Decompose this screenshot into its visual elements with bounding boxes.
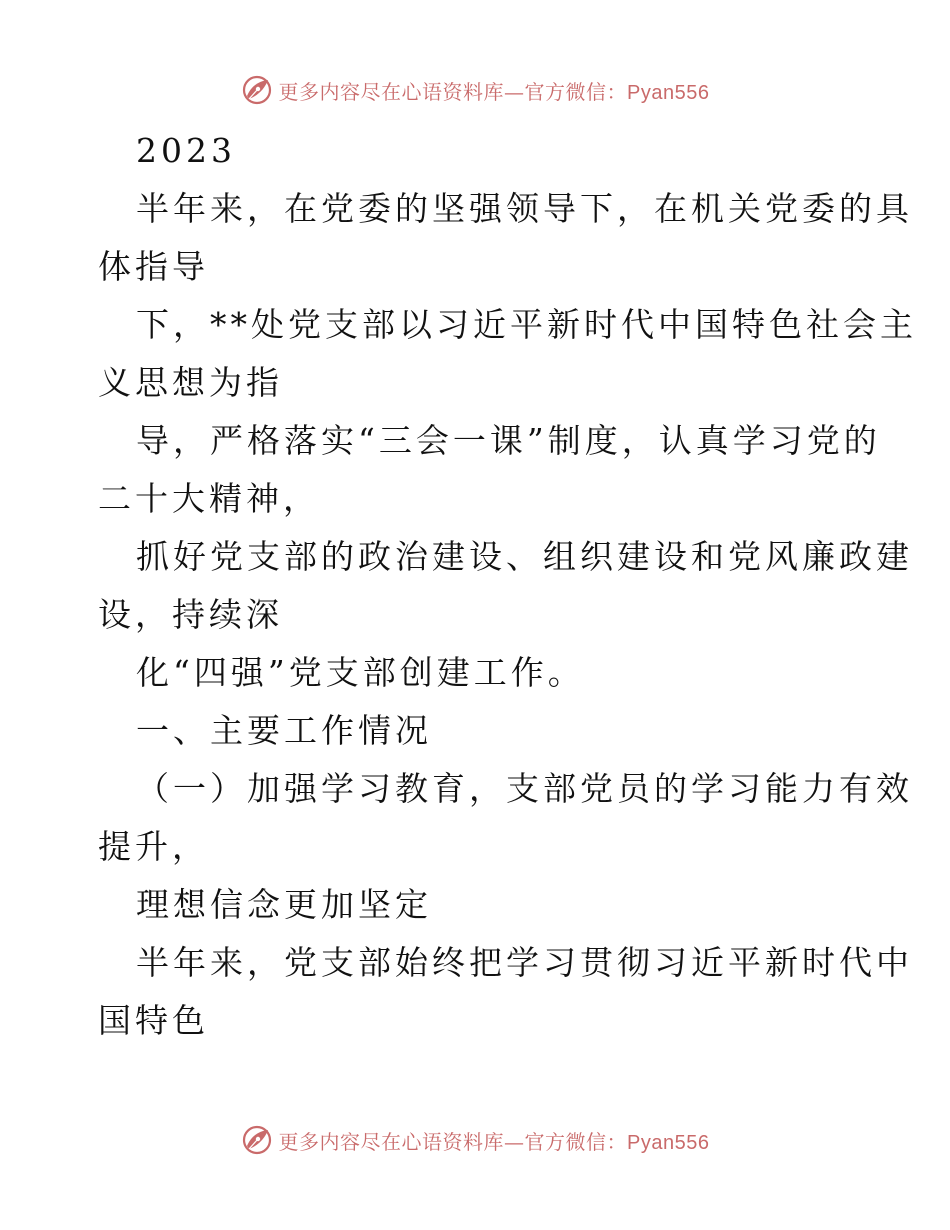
header-watermark — [0, 68, 950, 112]
text-line: 导，严格落实“三会一课”制度，认真学习党的 — [136, 421, 881, 460]
text-line: 一、主要工作情况 — [136, 711, 432, 750]
text-line: 二十大精神， — [98, 479, 320, 518]
wechat-id: Pyan556 — [627, 1131, 710, 1154]
text-line: 半年来，党支部始终把学习贯彻习近平新时代中 — [136, 943, 913, 982]
text-line: 体指导 — [98, 247, 209, 286]
text-line: 抓好党支部的政治建设、组织建设和党风廉政建 — [136, 537, 913, 576]
document-body — [98, 122, 917, 1050]
wechat-id: Pyan556 — [627, 81, 710, 104]
text-line: 化“四强”党支部创建工作。 — [136, 653, 585, 692]
pen-nib-logo-icon — [241, 74, 273, 106]
text-line: 2023 — [136, 131, 236, 170]
text-line: 国特色 — [98, 1001, 209, 1040]
text-line: 半年来，在党委的坚强领导下，在机关党委的具 — [136, 189, 913, 228]
text-line: 提升， — [98, 827, 209, 866]
watermark-text: 更多内容尽在心语资料库—官方微信：Pyan556 — [278, 1129, 710, 1154]
text-line: 下，**处党支部以习近平新时代中国特色社会主 — [136, 305, 917, 344]
pen-nib-logo-icon — [241, 1124, 273, 1156]
footer-watermark — [0, 1118, 950, 1162]
text-line: 理想信念更加坚定 — [136, 885, 432, 924]
text-line: （一）加强学习教育，支部党员的学习能力有效 — [136, 769, 913, 808]
text-line: 设，持续深 — [98, 595, 283, 634]
text-line: 义思想为指 — [98, 363, 283, 402]
watermark-text: 更多内容尽在心语资料库—官方微信：Pyan556 — [278, 79, 710, 104]
